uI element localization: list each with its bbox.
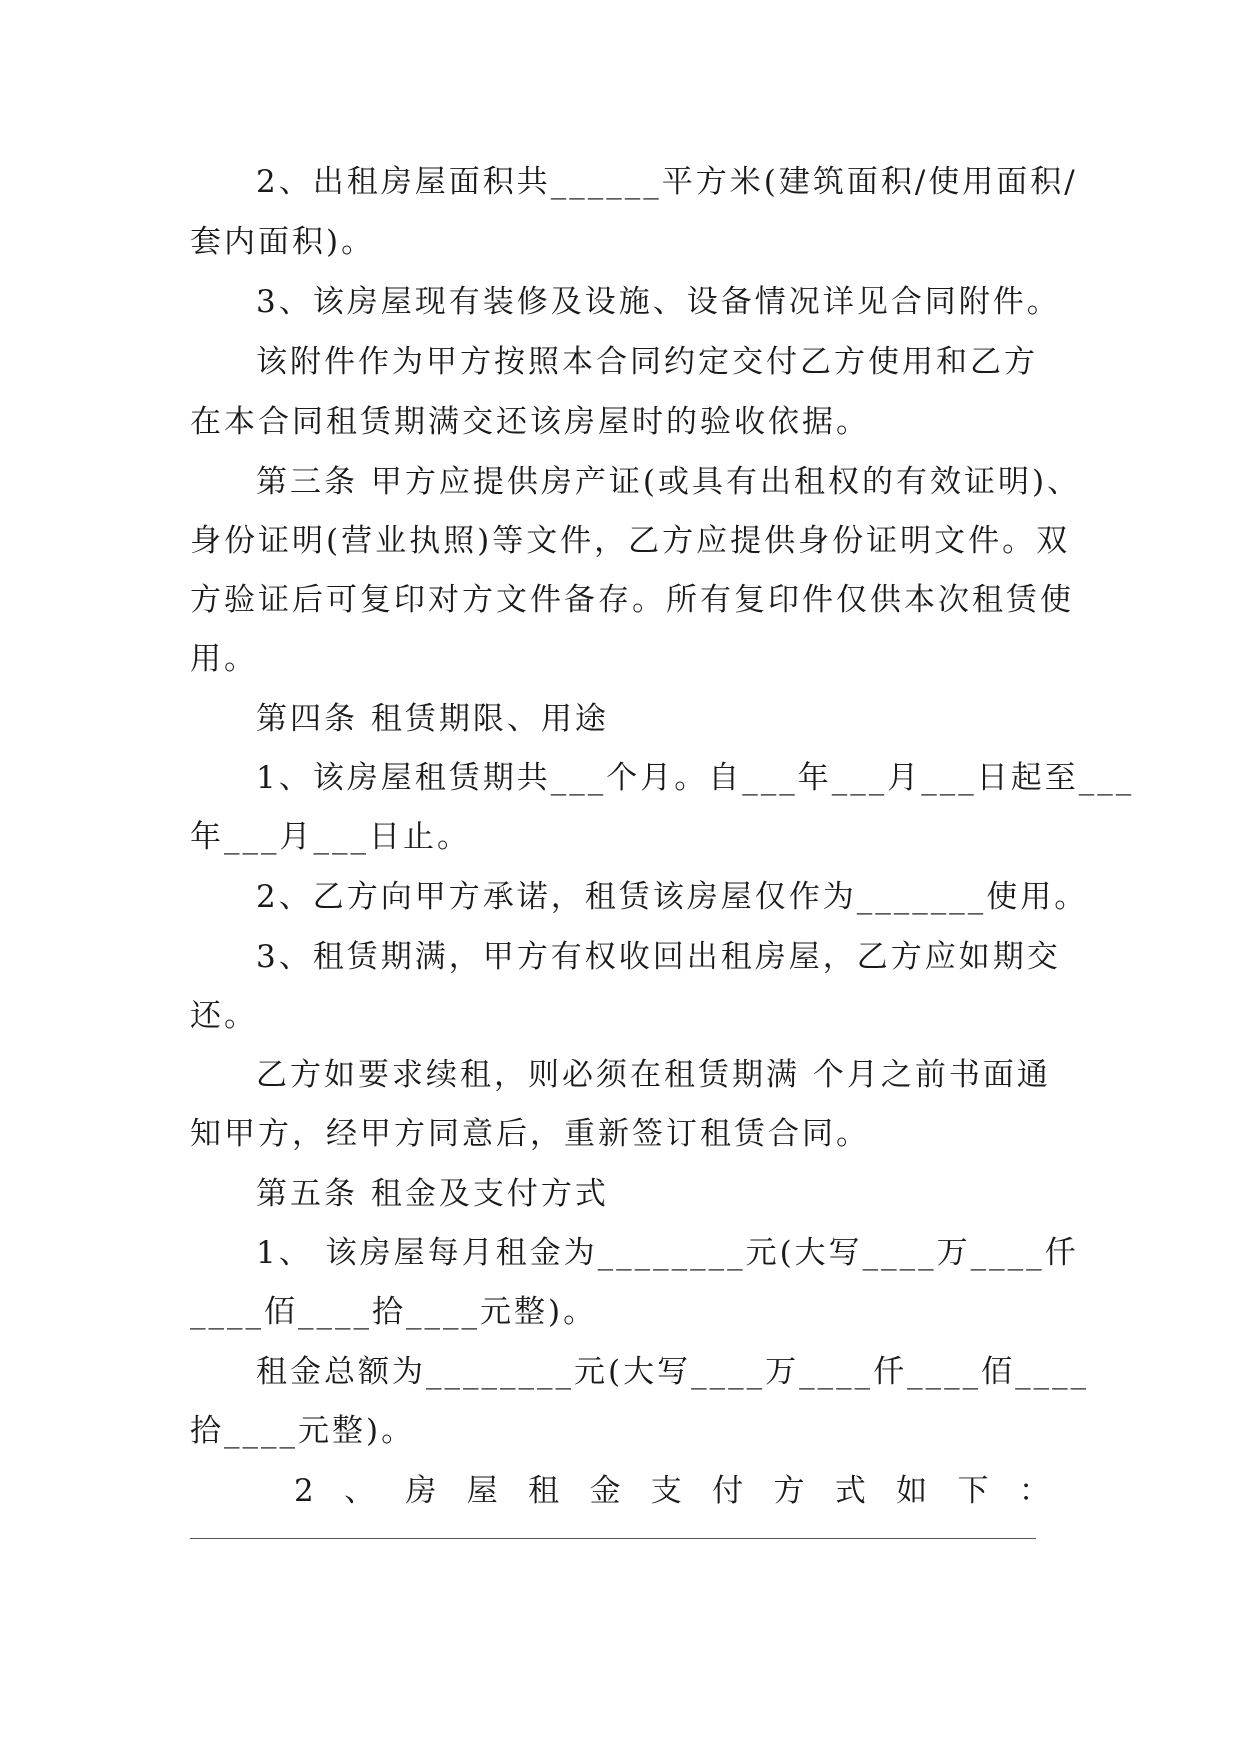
paragraph-line: ____佰____拾____元整)。 bbox=[190, 1294, 598, 1330]
paragraph-line: 2、乙方向甲方承诺，租赁该房屋仅作为_______使用。 bbox=[256, 879, 1089, 915]
payment-method-char: 式 bbox=[834, 1473, 866, 1509]
paragraph-line: 用。 bbox=[190, 641, 258, 677]
blank-fill-line bbox=[190, 1538, 1036, 1539]
payment-method-char: 屋 bbox=[466, 1473, 498, 1509]
paragraph-line: 1、该房屋租赁期共___个月。自___年___月___日起至___ bbox=[256, 760, 1135, 796]
section-heading: 第五条 租金及支付方式 bbox=[256, 1176, 609, 1212]
payment-method-char: 金 bbox=[589, 1473, 621, 1509]
paragraph-line: 乙方如要求续租，则必须在租赁期满 个月之前书面通 bbox=[256, 1057, 1051, 1093]
paragraph-line: 身份证明(营业执照)等文件，乙方应提供身份证明文件。双 bbox=[190, 523, 1071, 559]
paragraph-line: 套内面积)。 bbox=[190, 224, 376, 260]
paragraph-line: 拾____元整)。 bbox=[190, 1413, 416, 1449]
paragraph-line: 年___月___日止。 bbox=[190, 819, 471, 855]
paragraph-line: 3、租赁期满，甲方有权收回出租房屋，乙方应如期交 bbox=[256, 939, 1061, 975]
payment-method-char: 付 bbox=[712, 1473, 744, 1509]
paragraph-line: 还。 bbox=[190, 998, 258, 1034]
payment-method-char: 、 bbox=[344, 1473, 376, 1509]
payment-method-char: 方 bbox=[773, 1473, 805, 1509]
paragraph-line: 该附件作为甲方按照本合同约定交付乙方使用和乙方 bbox=[256, 344, 1038, 380]
payment-method-char: ： bbox=[1018, 1473, 1050, 1509]
paragraph-line: 方验证后可复印对方文件备存。所有复印件仅供本次租赁使 bbox=[190, 582, 1074, 618]
paragraph-line: 知甲方，经甲方同意后，重新签订租赁合同。 bbox=[190, 1116, 870, 1152]
paragraph-line: 1、 该房屋每月租金为________元(大写____万____仟 bbox=[256, 1235, 1079, 1271]
paragraph-line: 3、该房屋现有装修及设施、设备情况详见合同附件。 bbox=[256, 284, 1061, 320]
payment-method-char: 下 bbox=[957, 1473, 989, 1509]
paragraph-line: 租金总额为________元(大写____万____仟____佰____ bbox=[256, 1354, 1090, 1390]
payment-method-char: 如 bbox=[896, 1473, 928, 1509]
payment-method-char: 房 bbox=[405, 1473, 437, 1509]
paragraph-line: 第三条 甲方应提供房产证(或具有出租权的有效证明)、 bbox=[256, 464, 1082, 500]
paragraph-line: 2、出租房屋面积共______平方米(建筑面积/使用面积/ bbox=[256, 164, 1078, 200]
paragraph-line: 在本合同租赁期满交还该房屋时的验收依据。 bbox=[190, 404, 870, 440]
payment-method-char: 支 bbox=[650, 1473, 682, 1509]
section-heading: 第四条 租赁期限、用途 bbox=[256, 701, 609, 737]
payment-method-line bbox=[294, 1471, 1050, 1511]
payment-method-char: 租 bbox=[528, 1473, 560, 1509]
payment-method-char: 2 bbox=[294, 1473, 314, 1509]
